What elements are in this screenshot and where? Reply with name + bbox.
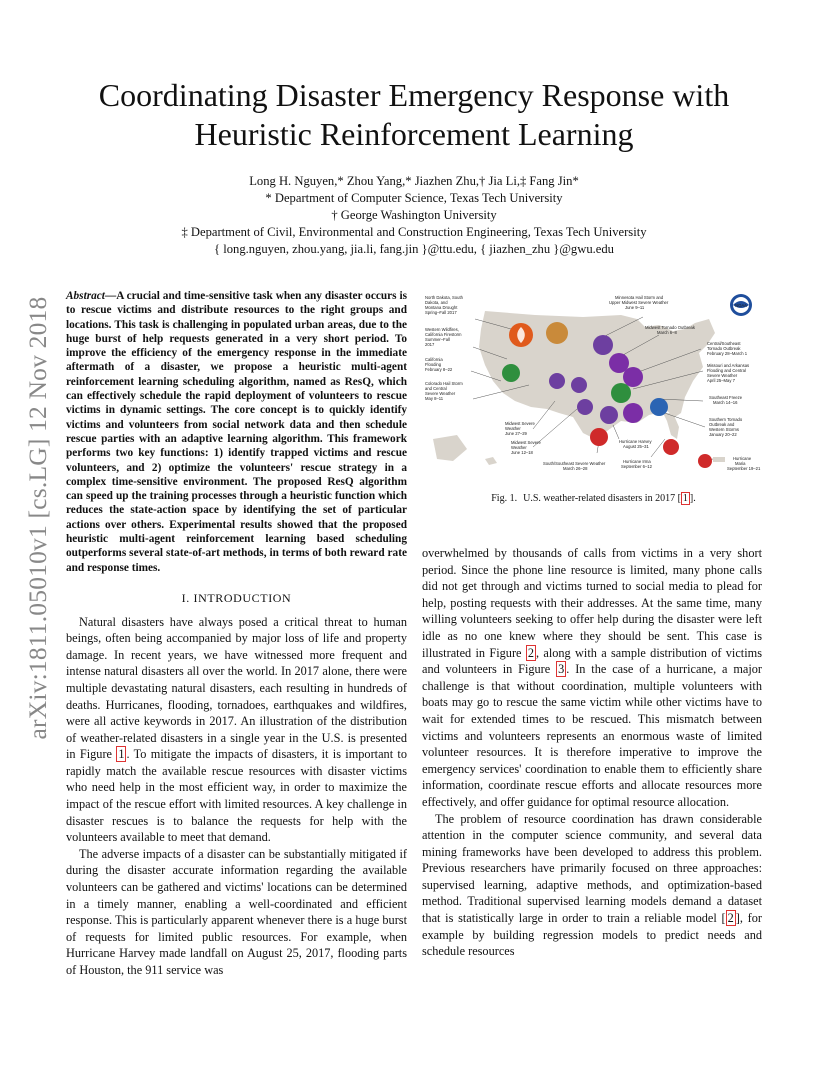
label-midwest-severe-2: Midwest Severe Weather June 12–18: [511, 440, 541, 455]
abstract-text: —A crucial and time-sensitive task when any disaster occurs is to rescue victims and distribute resources to the right groups and locations. This task is challenging in populated urban areas, due to the huge burst of help requests generated in a very short period. To improve the efficiency of the emergency response in the immediate aftermath of a disaster, we propose a heuristic multi-agent reinforcement learning scheduling algorithm, named as ResQ, which can effectively schedule the rapid deployment of volunteers to rescue victims in dynamic settings. The core concept is to quickly identify victims and volunteers from social network data and then schedule rescue parties with an adaptive learning algorithm. This framework performs two key functions: 1) identify trapped victims and rescue volunteers, and 2) optimize the volunteers' rescue strategy in a complex time-sensitive environment. The proposed ResQ algorithm can speed up the training processes through a heuristic function which reduces the state-action space by identifying the set of particular actions over others. Experimental results showed that the proposed heuristic multi-agent reinforcement learning based scheduling outperforms several state-of-art methods, in terms of both reward rate and response times.: [66, 290, 407, 574]
paper-title: [70, 76, 758, 154]
label-nd-drought: North Dakota, South Dakota, and Montana Drought Spring–Fall 2017: [425, 295, 463, 315]
intro-p4-text-b: ], for example by building regression models to predict needs and schedule resources: [422, 911, 762, 959]
label-central-southeast-tornado: Central/Southeast Tornado Outbreak February 28–March 1: [707, 341, 748, 356]
tornado-icon-southern: [623, 403, 643, 423]
author-names: Long H. Nguyen,* Zhou Yang,* Jiazhen Zhu,† Jia Li,‡ Fang Jin*: [249, 174, 579, 188]
affiliation-2: † George Washington University: [331, 208, 497, 222]
intro-paragraph-2: The adverse impacts of a disaster can be substantially mitigated if during the disaster accurate information regarding the available volunteers can be gathered and victims' locations can be determined in a timely manner, enabling a well-coordinated and efficient response. This is particularly apparent whenever there is a huge burst of requests for limited public resources. For example, when Hurricane Harvey made landfall on August 25, 2017, flooding parts of Houston, the 911 service was: [66, 846, 407, 977]
caption-number: Fig. 1.: [491, 493, 518, 504]
drought-icon: [546, 322, 568, 344]
intro-p3-text-c: . In the case of a hurricane, a major challenge is that without coordination, multiple volunteers with boats may go to rescue the same victim while other victims have to wait for extended times to be rescued. This mismatch between victims and volunteers represents an enormous waste of limited volunteer resources. It is therefore imperative to improve the emergency services' coordination to enable them to efficiently share information, coordinate rescue efforts and allocate resources more effectively, and offer guidance for optimal resource allocation.: [422, 662, 763, 809]
title-line-2: Heuristic Reinforcement Learning: [194, 116, 634, 152]
puerto-rico-shape: [713, 457, 725, 462]
label-minnesota-hail: Minnesota Hail Storm and Upper Midwest Severe Weather June 9–11: [609, 295, 669, 310]
severe-weather-icon-1: [571, 377, 587, 393]
abstract: [66, 289, 407, 575]
flood-icon-california: [502, 364, 520, 382]
label-western-wildfires: Western Wildfires, California Firestorm Summer–Fall 2017: [425, 327, 462, 347]
figure-1-map: [423, 289, 764, 474]
florida-shape: [663, 413, 679, 439]
figure-3-link[interactable]: 3: [558, 662, 565, 677]
label-hurricane-irma: Hurricane Irma September 6–12: [621, 459, 652, 469]
label-midwest-severe-1: Midwest Severe Weather June 27–29: [505, 421, 535, 436]
figure-1-caption: [423, 492, 764, 505]
label-southern-tornado: Southern Tornado Outbreak and Western Storms January 20–22: [709, 417, 743, 437]
title-line-1: Coordinating Disaster Emergency Response with: [98, 77, 730, 113]
arxiv-identifier: [18, 258, 58, 778]
caption-ref-link[interactable]: 1: [682, 493, 688, 504]
hail-icon-colorado: [549, 373, 565, 389]
intro-p1-text-a: Natural disasters have always posed a critical threat to human beings, often being accompanied by major loss of life and property damage. In recent years, we have witnessed more frequent and intense natural disasters all over the world. In 2017 alone, there were multiple devastating natural disasters, each resulting in hundreds of deaths. Hurricanes, flooding, tornadoes, earthquakes and wildfires, were all active keywords in 2017. An illustration of the distribution of weather-related disasters in a single year in the U.S. is presented in Figure: [66, 614, 407, 762]
tornado-icon-central: [623, 367, 643, 387]
intro-paragraph-1: [66, 614, 407, 846]
intro-paragraph-2-continued: [422, 545, 762, 811]
label-missouri-arkansas: Missouri and Arkansas Flooding and Central Severe Weather April 25–May 7: [707, 363, 750, 383]
noaa-logo: [730, 294, 752, 316]
caption-text-b: ].: [689, 493, 696, 504]
freeze-icon: [650, 398, 668, 416]
figure-2-link[interactable]: 2: [527, 645, 534, 660]
intro-p1-text-b: . To mitigate the impacts of disasters, it is important to rapidly match the available rescue resources with disaster victims who need help in the most efficient way, in order to maximize the impact of the rescue effort with limited resources. A key challenge in disaster rescues is to balance the requests for help with the volunteers available to meet that demand.: [66, 747, 407, 845]
author-block: [70, 173, 758, 258]
label-colorado-hail: Colorado Hail Storm and Central Severe Weather May 8–11: [425, 381, 463, 401]
hail-icon-minnesota: [593, 335, 613, 355]
label-southeast-freeze: Southeast Freeze March 14–16: [709, 395, 743, 405]
label-south-southeast-severe: South/Southeast Severe Weather March 26–28: [543, 461, 606, 471]
intro-p3-text-a: overwhelmed by thousands of calls from victims in a very short period. Since the phone line resource is limited, many phone calls did not get through and victims turned to social media to plead for help, posting requests with their addresses. At the same time, many willing volunteers seeking to offer help during the disaster were left idle as no one knew where they should be sent. This case is illustrated in Figure: [422, 546, 762, 660]
severe-weather-icon-southeast: [600, 406, 618, 424]
left-column: [66, 289, 407, 979]
noaa-logo-text: NOAA: [735, 303, 747, 308]
severe-weather-icon-2: [577, 399, 593, 415]
arxiv-id-text: arXiv:1811.05010v1 [cs.LG] 12 Nov 2018: [23, 296, 52, 740]
caption-text-a: U.S. weather-related disasters in 2017 [: [523, 493, 681, 504]
label-hurricane-harvey: Hurricane Harvey August 25–31: [619, 439, 652, 449]
intro-p3-text-b: , along with a sample distribution of victims and volunteers in Figure: [422, 645, 762, 677]
author-emails: { long.nguyen, zhou.yang, jia.li, fang.jin }@ttu.edu, { jiazhen_zhu }@gwu.edu: [214, 242, 614, 256]
affiliation-3: ‡ Department of Civil, Environmental and Construction Engineering, Texas Tech University: [181, 225, 647, 239]
alaska-shape: [433, 435, 467, 461]
section-heading-introduction: I. INTRODUCTION: [181, 590, 292, 605]
us-disaster-map: [423, 289, 764, 474]
hurricane-icon-maria: [698, 454, 712, 468]
label-hurricane-maria: Hurricane Maria September 19–21: [727, 456, 761, 471]
citation-2-link[interactable]: 2: [727, 911, 734, 926]
label-california-flooding: California Flooding February 8–22: [425, 357, 453, 372]
hawaii-shape: [485, 457, 497, 465]
abstract-lead: Abstract: [66, 290, 105, 302]
flood-icon-missouri: [611, 383, 631, 403]
affiliation-1: * Department of Computer Science, Texas Tech University: [265, 191, 563, 205]
intro-p4-text-a: The problem of resource coordination has drawn considerable attention in the computer science community, and several data mining frameworks have been developed to address this problem. Previous researchers have primarily focused on three approaches: supervised learning, adaptive methods, and optimization-based method. Traditional supervised learning models demand a dataset that is statistically large in order to train a reliable model [: [422, 811, 762, 926]
hurricane-icon-harvey: [590, 428, 608, 446]
right-column: [422, 545, 762, 960]
wildfire-icon: [509, 323, 533, 347]
figure-1-link[interactable]: 1: [118, 747, 125, 762]
intro-paragraph-3: [422, 811, 762, 960]
hurricane-icon-irma: [663, 439, 679, 455]
label-midwest-tornado: Midwest Tornado Outbreak March 6–8: [645, 325, 695, 335]
